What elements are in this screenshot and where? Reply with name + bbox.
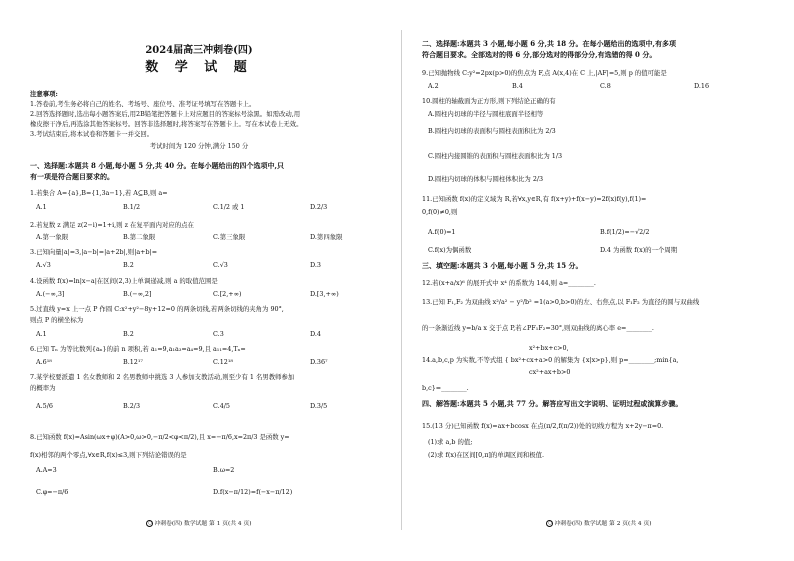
q5-option-a: A.1 — [36, 330, 47, 338]
q2-stem: 2.若复数 z 满足 z(2−i)=1+i,则 z 在复平面内对应的点在 — [30, 221, 194, 229]
q15-part-1: (1)求 a,b 的值; — [428, 438, 473, 446]
q13-stem: 13.已知 F₁,F₂ 为双曲线 x²/a² − y²/b² =1(a>0,b>0)的左、右焦点,以 F₁F₂ 为直径的圆与双曲线 — [422, 298, 700, 306]
q5-option-c: C.3 — [213, 330, 224, 338]
q10-option-d: D.圆柱内切球的体积与圆柱体积比为 2/3 — [428, 175, 544, 183]
q9-option-b: B.4 — [512, 82, 523, 90]
section-2-heading: 二、选择题:本题共 3 小题,每小题 6 分,共 18 分。在每小题给出的选项中,有多项 — [422, 39, 676, 48]
q7-stem: 7.某学校要派遣 1 名女教师和 2 名男教师中挑选 3 人参加支教活动,则至少有 1 名男教师参加 — [30, 373, 295, 381]
q11-option-b: B.f(1/2)=−√2/2 — [600, 228, 650, 236]
q3-stem: 3.已知向量|a|=3,|a−b|=|a+2b|,则|a+b|= — [30, 248, 158, 256]
q9-option-c: C.8 — [600, 82, 611, 90]
q2-option-a: A.第一象限 — [36, 233, 69, 241]
q11-option-d: D.4 为函数 f(x)的一个周期 — [600, 246, 678, 254]
q7-stem-cont: 的概率为 — [30, 384, 56, 392]
q8-stem: 8.已知函数 f(x)=Asin(ωx+φ)(A>0,ω>0,−π/2<φ<π/2),且 x=−π/6,x=2π/3 是函数 y= — [30, 433, 290, 441]
q7-option-d: D.3/5 — [310, 402, 328, 410]
section-1-heading: 一、选择题:本题共 8 小题,每小题 5 分,共 40 分。在每小题给出的四个选项中,只 — [30, 161, 284, 170]
q8-option-c: C.φ=−π/6 — [36, 488, 69, 496]
exam-seal-icon: ○ — [148, 521, 152, 526]
notice-line-4: 3.考试结束后,将本试卷和答题卡一并交回。 — [30, 130, 154, 138]
q1-option-d: D.2/3 — [310, 203, 328, 211]
left-footer-text: 冲刺卷(四) 数学试题 第 1 页(共 4 页) — [154, 521, 252, 527]
q5-stem-cont: 则点 P 的横坐标为 — [30, 316, 84, 324]
q2-option-d: D.第四象限 — [310, 233, 343, 241]
q15-stem: 15.(13 分)已知函数 f(x)=ax+bcosx 在点(π/2,f(π/2))处的切线方程为 x+2y−π=0. — [422, 422, 664, 430]
q9-option-a: A.2 — [428, 82, 439, 90]
q14-stem: 14.a,b,c,p 为实数,不等式组 { bx²+cx+a>0 的解集为 {x|x>p},则 p=________;min{a, — [422, 356, 679, 364]
q8-option-a: A.A=3 — [36, 466, 57, 474]
q6-option-c: C.12¹⁸ — [213, 358, 233, 366]
q10-option-b: B.圆柱内切球的表面积与圆柱表面积比为 2/3 — [428, 127, 556, 135]
q4-stem: 4.设函数 f(x)=ln|x−a|在区间(2,3)上单调递减,则 a 的取值范围是 — [30, 277, 218, 285]
q6-option-b: B.12¹⁷ — [123, 358, 143, 366]
q3-option-b: B.2 — [123, 261, 134, 269]
q14-system-line-3: cx²+ax+b>0 — [529, 368, 571, 376]
q3-option-c: C.√3 — [213, 261, 228, 269]
q7-option-b: B.2/3 — [123, 402, 141, 410]
q7-option-a: A.5/6 — [36, 402, 53, 410]
q10-option-a: A.圆柱内切球的半径与圆柱底面半径相等 — [428, 110, 544, 118]
left-footer — [0, 520, 398, 528]
q11-option-a: A.f(0)=1 — [428, 228, 456, 236]
q2-option-c: C.第三象限 — [213, 233, 246, 241]
q5-option-d: D.4 — [310, 330, 321, 338]
q4-option-a: A.(−∞,3] — [36, 290, 65, 298]
q3-option-d: D.3 — [310, 261, 321, 269]
q4-option-b: B.(−∞,2] — [123, 290, 152, 298]
q1-stem: 1.若集合 A={a},B={1,3a−1},若 A⊆B,则 a= — [30, 189, 168, 197]
q6-option-a: A.6¹⁸ — [36, 358, 52, 366]
q1-option-b: B.1/2 — [123, 203, 141, 211]
q8-option-d: D.f(x−π/12)=f(−x−π/12) — [213, 488, 293, 496]
q14-system-line-1: x²+bx+c>0, — [529, 344, 569, 352]
q8-option-b: B.ω=2 — [213, 466, 235, 474]
section-2-heading-cont: 符合题目要求。全部选对的得 6 分,部分选对的得部分分,有选错的得 0 分。 — [422, 50, 657, 59]
exam-title: 2024届高三冲刺卷(四) — [145, 45, 253, 56]
exam-seal-icon: ○ — [548, 521, 552, 526]
q1-option-c: C.1/2 或 1 — [213, 203, 245, 211]
right-footer-text: 冲刺卷(四) 数学试题 第 2 页(共 4 页) — [554, 521, 652, 527]
q8-stem-cont: f(x)相邻的两个零点,∀x∈R,f(x)≤3,则下列结论错误的是 — [30, 451, 187, 459]
q13-stem-cont: 的一条渐近线 y=b/a x 交于点 P,若∠PF₁F₂=30°,则双曲线的离心率 e=________. — [422, 324, 654, 332]
q12-stem: 12.若(x+a/x)⁶ 的展开式中 x⁴ 的系数为 144,则 a=________. — [422, 279, 596, 287]
q10-option-c: C.圆柱内接圆锥的表面积与圆柱表面积比为 1/3 — [428, 152, 563, 160]
time-info: 考试时间为 120 分钟,满分 150 分 — [149, 142, 249, 150]
q1-option-a: A.1 — [36, 203, 47, 211]
section-3-heading: 三、填空题:本题共 3 小题,每小题 5 分,共 15 分。 — [422, 261, 583, 270]
notice-line-3: 橡皮擦干净后,再选涂其他答案标号。回答非选择题时,将答案写在答题卡上。写在本试卷上无效。 — [30, 120, 303, 128]
q2-option-b: B.第二象限 — [123, 233, 156, 241]
section-4-heading: 四、解答题:本题共 5 小题,共 77 分。解答应写出文字说明、证明过程或演算步骤。 — [422, 399, 683, 408]
q11-option-c: C.f(x)为偶函数 — [428, 246, 472, 254]
q6-stem: 6.已知 Tₙ 为等比数列{aₙ}的前 n 项积,若 a₁=9,a₁a₃=a₄=9,且 a₁₁=4,Tₙ= — [30, 345, 246, 353]
q3-option-a: A.√3 — [36, 261, 51, 269]
q6-option-d: D.36⁷ — [310, 358, 328, 366]
q14-stem-cont: b,c}=________. — [422, 384, 469, 392]
q10-stem: 10.圆柱的轴截面为正方形,则下列结论正确的有 — [422, 97, 556, 105]
page-divider — [401, 30, 402, 530]
q9-option-d: D.16 — [694, 82, 710, 90]
notice-heading: 注意事项: — [30, 90, 58, 98]
notice-line-1: 1.答卷前,考生务必将自己的姓名、考场号、座位号、准考证号填写在答题卡上。 — [30, 100, 256, 108]
q4-option-c: C.[2,+∞) — [213, 290, 242, 298]
section-1-heading-cont: 有一项是符合题目要求的。 — [30, 172, 114, 181]
page-right — [404, 0, 794, 561]
q5-stem: 5.过直线 y=x 上一点 P 作圆 C:x²+y²−8y+12=0 的两条切线,若两条切线的夹角为 90°, — [30, 305, 284, 313]
q4-option-d: D.[3,+∞) — [310, 290, 339, 298]
q5-option-b: B.2 — [123, 330, 134, 338]
q11-stem-cont: 0,f(0)≠0,则 — [422, 208, 458, 216]
exam-subtitle: 数 学 试 题 — [145, 60, 253, 75]
q11-stem: 11.已知函数 f(x)的定义域为 R,若∀x,y∈R,有 f(x+y)+f(x−y)=2f(x)f(y),f(1)= — [422, 195, 647, 203]
q15-part-2: (2)求 f(x)在区间[0,π]的单调区间和极值. — [428, 451, 545, 459]
q7-option-c: C.4/5 — [213, 402, 230, 410]
q9-stem: 9.已知抛物线 C:y²=2px(p>0)的焦点为 F,点 A(x,4)在 C 上,|AF|=5,则 p 的值可能是 — [422, 69, 667, 77]
notice-line-2: 2.回答选择题时,选出每小题答案后,用2B铅笔把答题卡上对应题目的答案标号涂黑。如需改动,用 — [30, 110, 301, 118]
right-footer — [404, 520, 794, 528]
